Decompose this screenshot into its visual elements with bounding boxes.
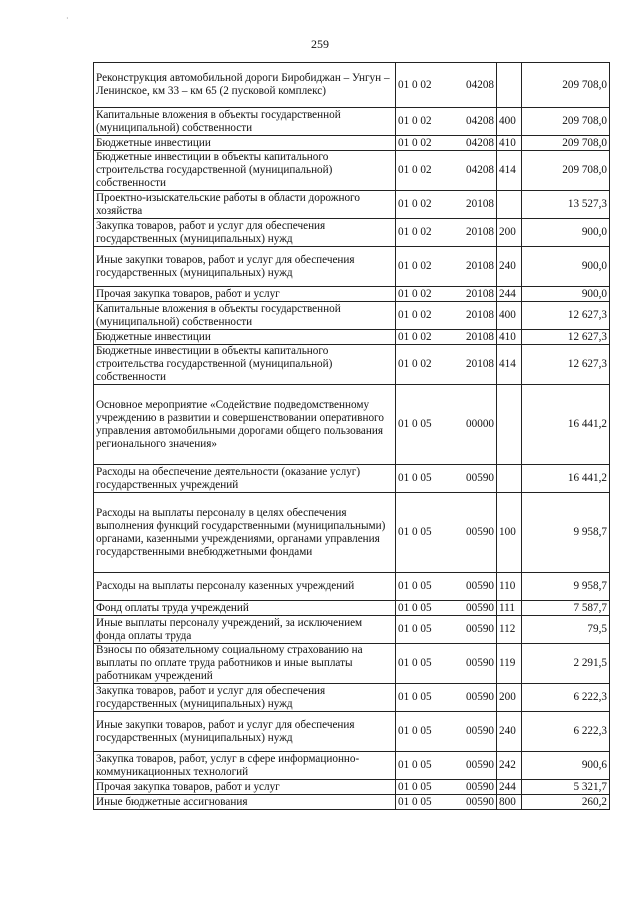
row-section-code: 01 0 05	[396, 385, 451, 465]
row-section-code: 01 0 05	[396, 601, 451, 616]
row-expense-type: 414	[497, 345, 522, 385]
row-expense-code: 04208	[451, 63, 497, 108]
row-name: Иные выплаты персоналу учреждений, за исключением фонда оплаты труда	[94, 616, 396, 644]
budget-table-body	[94, 63, 610, 810]
row-expense-code: 00590	[451, 601, 497, 616]
row-amount: 209 708,0	[522, 151, 610, 191]
row-expense-code: 04208	[451, 136, 497, 151]
row-expense-code: 20108	[451, 191, 497, 219]
row-amount: 6 222,3	[522, 712, 610, 752]
row-amount: 6 222,3	[522, 684, 610, 712]
row-name: Бюджетные инвестиции	[94, 330, 396, 345]
row-section-code: 01 0 05	[396, 493, 451, 573]
row-amount: 12 627,3	[522, 330, 610, 345]
page-number: 259	[311, 37, 329, 51]
row-expense-type: 240	[497, 247, 522, 287]
row-name: Закупка товаров, работ и услуг для обеспечения государственных (муниципальных) нужд	[94, 219, 396, 247]
table-row	[94, 191, 610, 219]
row-expense-type: 119	[497, 644, 522, 684]
row-name: Расходы на выплаты персоналу казенных учреждений	[94, 573, 396, 601]
table-row	[94, 345, 610, 385]
table-row	[94, 795, 610, 810]
row-expense-type	[497, 191, 522, 219]
table-row	[94, 287, 610, 302]
row-section-code: 01 0 05	[396, 573, 451, 601]
row-section-code: 01 0 02	[396, 63, 451, 108]
row-amount: 13 527,3	[522, 191, 610, 219]
budget-table	[93, 62, 610, 810]
row-name: Капитальные вложения в объекты государственной (муниципальной) собственности	[94, 302, 396, 330]
row-expense-type: 244	[497, 287, 522, 302]
row-section-code: 01 0 02	[396, 219, 451, 247]
row-amount: 9 958,7	[522, 573, 610, 601]
row-expense-type: 414	[497, 151, 522, 191]
row-expense-type	[497, 385, 522, 465]
table-row	[94, 151, 610, 191]
table-row	[94, 573, 610, 601]
row-expense-type: 800	[497, 795, 522, 810]
row-expense-type: 100	[497, 493, 522, 573]
row-amount: 209 708,0	[522, 63, 610, 108]
row-name: Прочая закупка товаров, работ и услуг	[94, 780, 396, 795]
row-section-code: 01 0 02	[396, 302, 451, 330]
row-section-code: 01 0 05	[396, 712, 451, 752]
table-row	[94, 247, 610, 287]
row-expense-type: 410	[497, 330, 522, 345]
row-amount: 900,0	[522, 247, 610, 287]
row-expense-code: 20108	[451, 247, 497, 287]
row-expense-type: 200	[497, 684, 522, 712]
row-expense-type	[497, 465, 522, 493]
table-row	[94, 752, 610, 780]
row-amount: 79,5	[522, 616, 610, 644]
row-amount: 16 441,2	[522, 385, 610, 465]
row-amount: 16 441,2	[522, 465, 610, 493]
table-row	[94, 601, 610, 616]
row-section-code: 01 0 05	[396, 465, 451, 493]
row-expense-type: 410	[497, 136, 522, 151]
table-row	[94, 63, 610, 108]
row-expense-code: 20108	[451, 287, 497, 302]
row-name: Проектно-изыскательские работы в области дорожного хозяйства	[94, 191, 396, 219]
row-section-code: 01 0 05	[396, 644, 451, 684]
row-expense-type: 200	[497, 219, 522, 247]
row-expense-type: 112	[497, 616, 522, 644]
row-expense-code: 00000	[451, 385, 497, 465]
row-expense-code: 20108	[451, 330, 497, 345]
row-name: Иные закупки товаров, работ и услуг для обеспечения государственных (муниципальных) нужд	[94, 712, 396, 752]
row-expense-code: 20108	[451, 345, 497, 385]
table-row	[94, 684, 610, 712]
row-amount: 5 321,7	[522, 780, 610, 795]
table-row	[94, 465, 610, 493]
row-expense-type: 110	[497, 573, 522, 601]
row-expense-code: 00590	[451, 780, 497, 795]
row-section-code: 01 0 05	[396, 616, 451, 644]
row-name: Расходы на выплаты персоналу в целях обеспечения выполнения функций государственными (муниципальными) органами, казенными учреждениями, органами управления государственными внебюджетными фондами	[94, 493, 396, 573]
row-expense-type: 242	[497, 752, 522, 780]
row-expense-code: 04208	[451, 151, 497, 191]
row-section-code: 01 0 02	[396, 136, 451, 151]
table-row	[94, 302, 610, 330]
table-row	[94, 136, 610, 151]
row-name: Бюджетные инвестиции	[94, 136, 396, 151]
row-amount: 900,0	[522, 287, 610, 302]
table-row	[94, 712, 610, 752]
row-expense-code: 20108	[451, 219, 497, 247]
row-amount: 9 958,7	[522, 493, 610, 573]
row-amount: 209 708,0	[522, 136, 610, 151]
row-section-code: 01 0 02	[396, 108, 451, 136]
row-amount: 12 627,3	[522, 302, 610, 330]
row-name: Реконструкция автомобильной дороги Биробиджан – Унгун – Ленинское, км 33 – км 65 (2 пусковой комплекс)	[94, 63, 396, 108]
row-expense-type: 240	[497, 712, 522, 752]
row-name: Закупка товаров, работ, услуг в сфере информационно-коммуникационных технологий	[94, 752, 396, 780]
row-expense-code: 04208	[451, 108, 497, 136]
row-name: Закупка товаров, работ и услуг для обеспечения государственных (муниципальных) нужд	[94, 684, 396, 712]
row-name: Расходы на обеспечение деятельности (оказание услуг) государственных учреждений	[94, 465, 396, 493]
row-section-code: 01 0 05	[396, 684, 451, 712]
row-expense-code: 00590	[451, 573, 497, 601]
row-expense-type: 400	[497, 302, 522, 330]
row-name: Бюджетные инвестиции в объекты капитального строительства государственной (муниципальной) собственности	[94, 345, 396, 385]
row-section-code: 01 0 05	[396, 752, 451, 780]
row-section-code: 01 0 02	[396, 151, 451, 191]
row-amount: 12 627,3	[522, 345, 610, 385]
row-expense-code: 00590	[451, 644, 497, 684]
row-name: Взносы по обязательному социальному страхованию на выплаты по оплате труда работников и иные выплаты работникам учреждений	[94, 644, 396, 684]
row-expense-code: 00590	[451, 712, 497, 752]
table-row	[94, 493, 610, 573]
row-name: Фонд оплаты труда учреждений	[94, 601, 396, 616]
row-amount: 209 708,0	[522, 108, 610, 136]
row-amount: 7 587,7	[522, 601, 610, 616]
table-row	[94, 108, 610, 136]
row-section-code: 01 0 02	[396, 247, 451, 287]
corner-mark: ·	[66, 14, 69, 23]
row-section-code: 01 0 05	[396, 795, 451, 810]
row-section-code: 01 0 05	[396, 780, 451, 795]
row-amount: 900,0	[522, 219, 610, 247]
row-expense-code: 00590	[451, 493, 497, 573]
row-expense-code: 00590	[451, 752, 497, 780]
row-amount: 260,2	[522, 795, 610, 810]
row-section-code: 01 0 02	[396, 191, 451, 219]
row-expense-code: 00590	[451, 465, 497, 493]
table-row	[94, 644, 610, 684]
row-amount: 900,6	[522, 752, 610, 780]
table-row	[94, 385, 610, 465]
row-expense-code: 00590	[451, 795, 497, 810]
row-name: Иные закупки товаров, работ и услуг для обеспечения государственных (муниципальных) нужд	[94, 247, 396, 287]
row-expense-type: 111	[497, 601, 522, 616]
row-expense-code: 20108	[451, 302, 497, 330]
row-expense-type: 400	[497, 108, 522, 136]
table-row	[94, 616, 610, 644]
row-name: Капитальные вложения в объекты государственной (муниципальной) собственности	[94, 108, 396, 136]
row-name: Основное мероприятие «Содействие подведомственному учреждению в развитии и совершенствовании оперативного управления автомобильными дорогами общего пользования регионального значения»	[94, 385, 396, 465]
row-expense-type: 244	[497, 780, 522, 795]
row-section-code: 01 0 02	[396, 345, 451, 385]
row-name: Иные бюджетные ассигнования	[94, 795, 396, 810]
row-section-code: 01 0 02	[396, 287, 451, 302]
row-amount: 2 291,5	[522, 644, 610, 684]
row-name: Прочая закупка товаров, работ и услуг	[94, 287, 396, 302]
row-section-code: 01 0 02	[396, 330, 451, 345]
table-row	[94, 780, 610, 795]
row-expense-code: 00590	[451, 616, 497, 644]
row-expense-code: 00590	[451, 684, 497, 712]
table-row	[94, 219, 610, 247]
table-row	[94, 330, 610, 345]
row-expense-type	[497, 63, 522, 108]
row-name: Бюджетные инвестиции в объекты капитального строительства государственной (муниципальной) собственности	[94, 151, 396, 191]
